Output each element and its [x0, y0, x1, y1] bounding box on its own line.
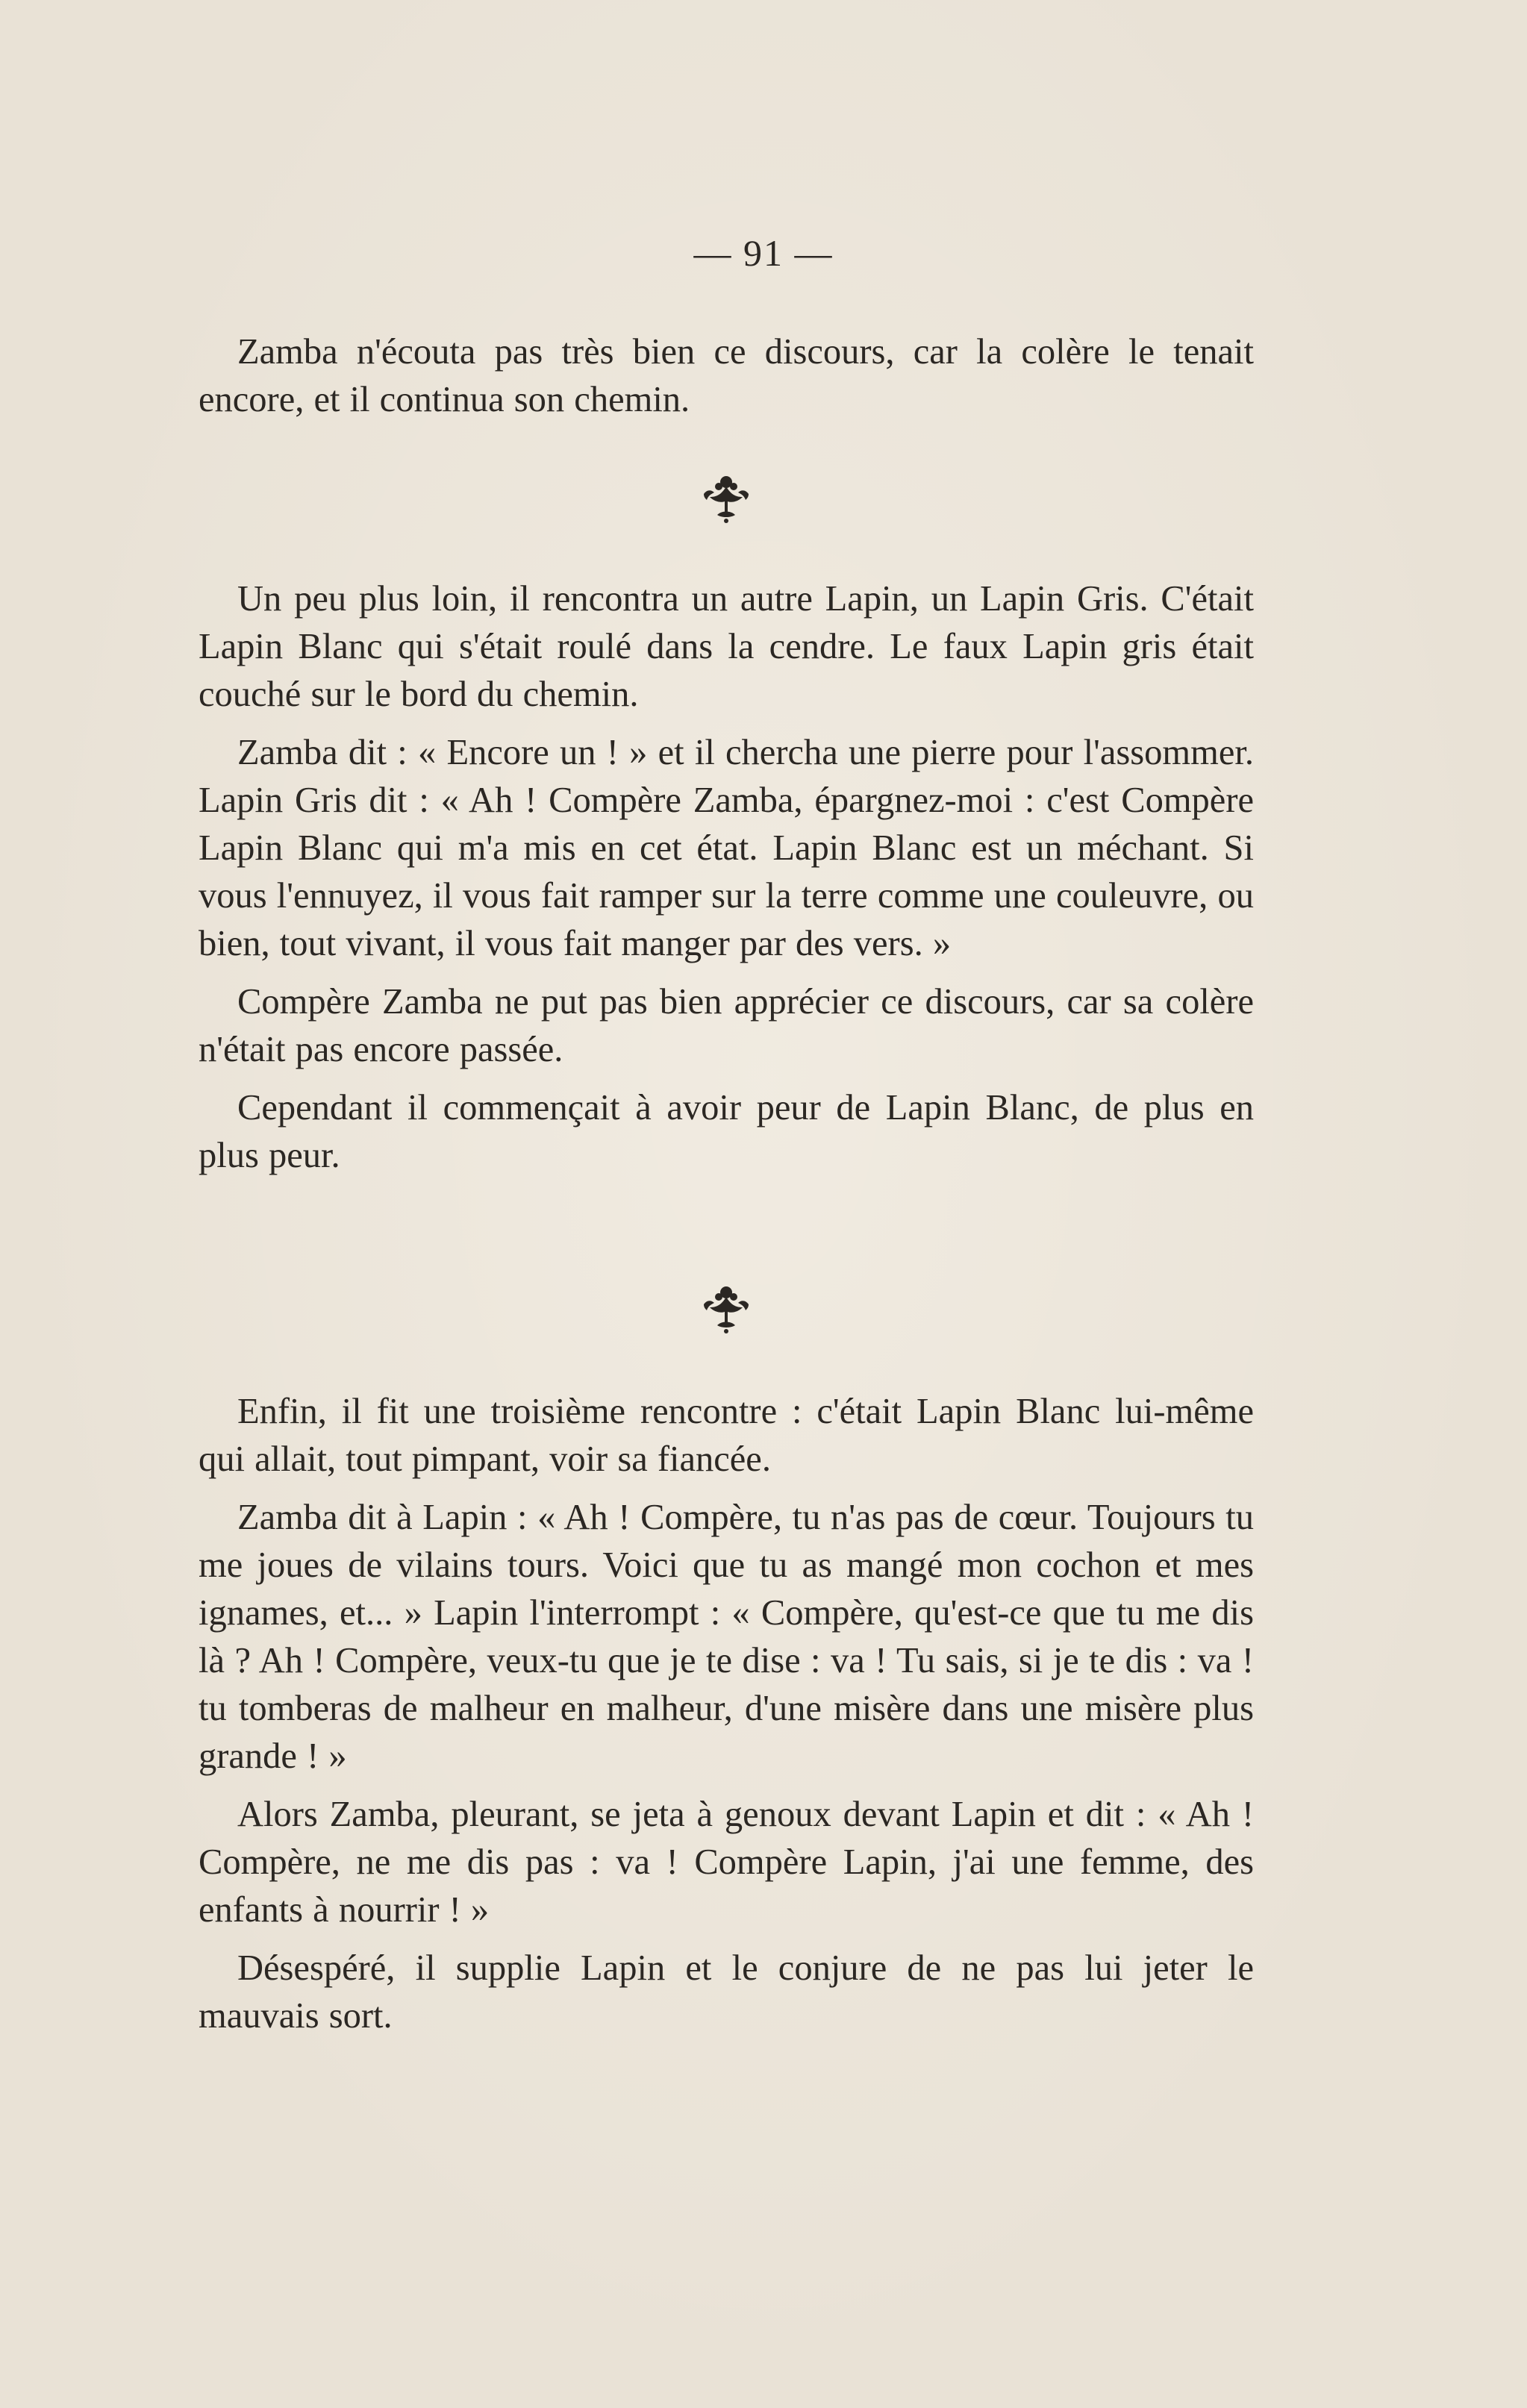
section-1-text: [199, 328, 1254, 434]
paragraph: Zamba n'écouta pas très bien ce discours, car la colère le tenait encore, et il continua son chemin.: [199, 332, 1254, 419]
paragraph: Désespéré, il supplie Lapin et le conjure de ne pas lui jeter le mauvais sort.: [199, 1948, 1254, 2036]
fleuron-icon-graphic: [699, 1282, 753, 1336]
section-2-text: [199, 575, 1254, 1190]
section-3-text: [199, 1388, 1254, 2051]
paragraph: Enfin, il fit une troisième rencontre : c'était Lapin Blanc lui-même qui allait, tout pimpant, voir sa fiancée.: [199, 1392, 1254, 1479]
fleuron-icon: [699, 1282, 753, 1336]
paragraph: Zamba dit à Lapin : « Ah ! Compère, tu n'as pas de cœur. Toujours tu me joues de vilains tours. Voici que tu as mangé mon cochon et mes ignames, et... » Lapin l'interrompt : « Compère, qu'est-ce que tu me dis là ? Ah ! Compère, veux-tu que je te dise : va ! Tu sais, si je te dis : va ! tu tomberas de malheur en malheur, d'une misère dans une misère plus grande ! »: [199, 1498, 1254, 1776]
paragraph: Cependant il commençait à avoir peur de Lapin Blanc, de plus en plus peur.: [199, 1088, 1254, 1175]
paragraph: Un peu plus loin, il rencontra un autre Lapin, un Lapin Gris. C'était Lapin Blanc qui s'était roulé dans la cendre. Le faux Lapin gris était couché sur le bord du chemin.: [199, 579, 1254, 714]
paragraph: Zamba dit : « Encore un ! » et il chercha une pierre pour l'assommer. Lapin Gris dit : « Ah ! Compère Zamba, épargnez-moi : c'est Compère Lapin Blanc qui m'a mis en cet état. Lapin Blanc est un méchant. Si vous l'ennuyez, il vous fait ramper sur la terre comme une couleuvre, ou bien, tout vivant, il vous fait manger par des vers. »: [199, 733, 1254, 963]
paragraph: Compère Zamba ne put pas bien apprécier ce discours, car sa colère n'était pas encore passée.: [199, 982, 1254, 1069]
fleuron-icon: [699, 472, 753, 525]
paragraph: Alors Zamba, pleurant, se jeta à genoux devant Lapin et dit : « Ah ! Compère, ne me dis pas : va ! Compère Lapin, j'ai une femme, des enfants à nourrir ! »: [199, 1795, 1254, 1930]
page-number: — 91 —: [693, 232, 834, 274]
fleuron-icon-graphic: [699, 472, 753, 525]
